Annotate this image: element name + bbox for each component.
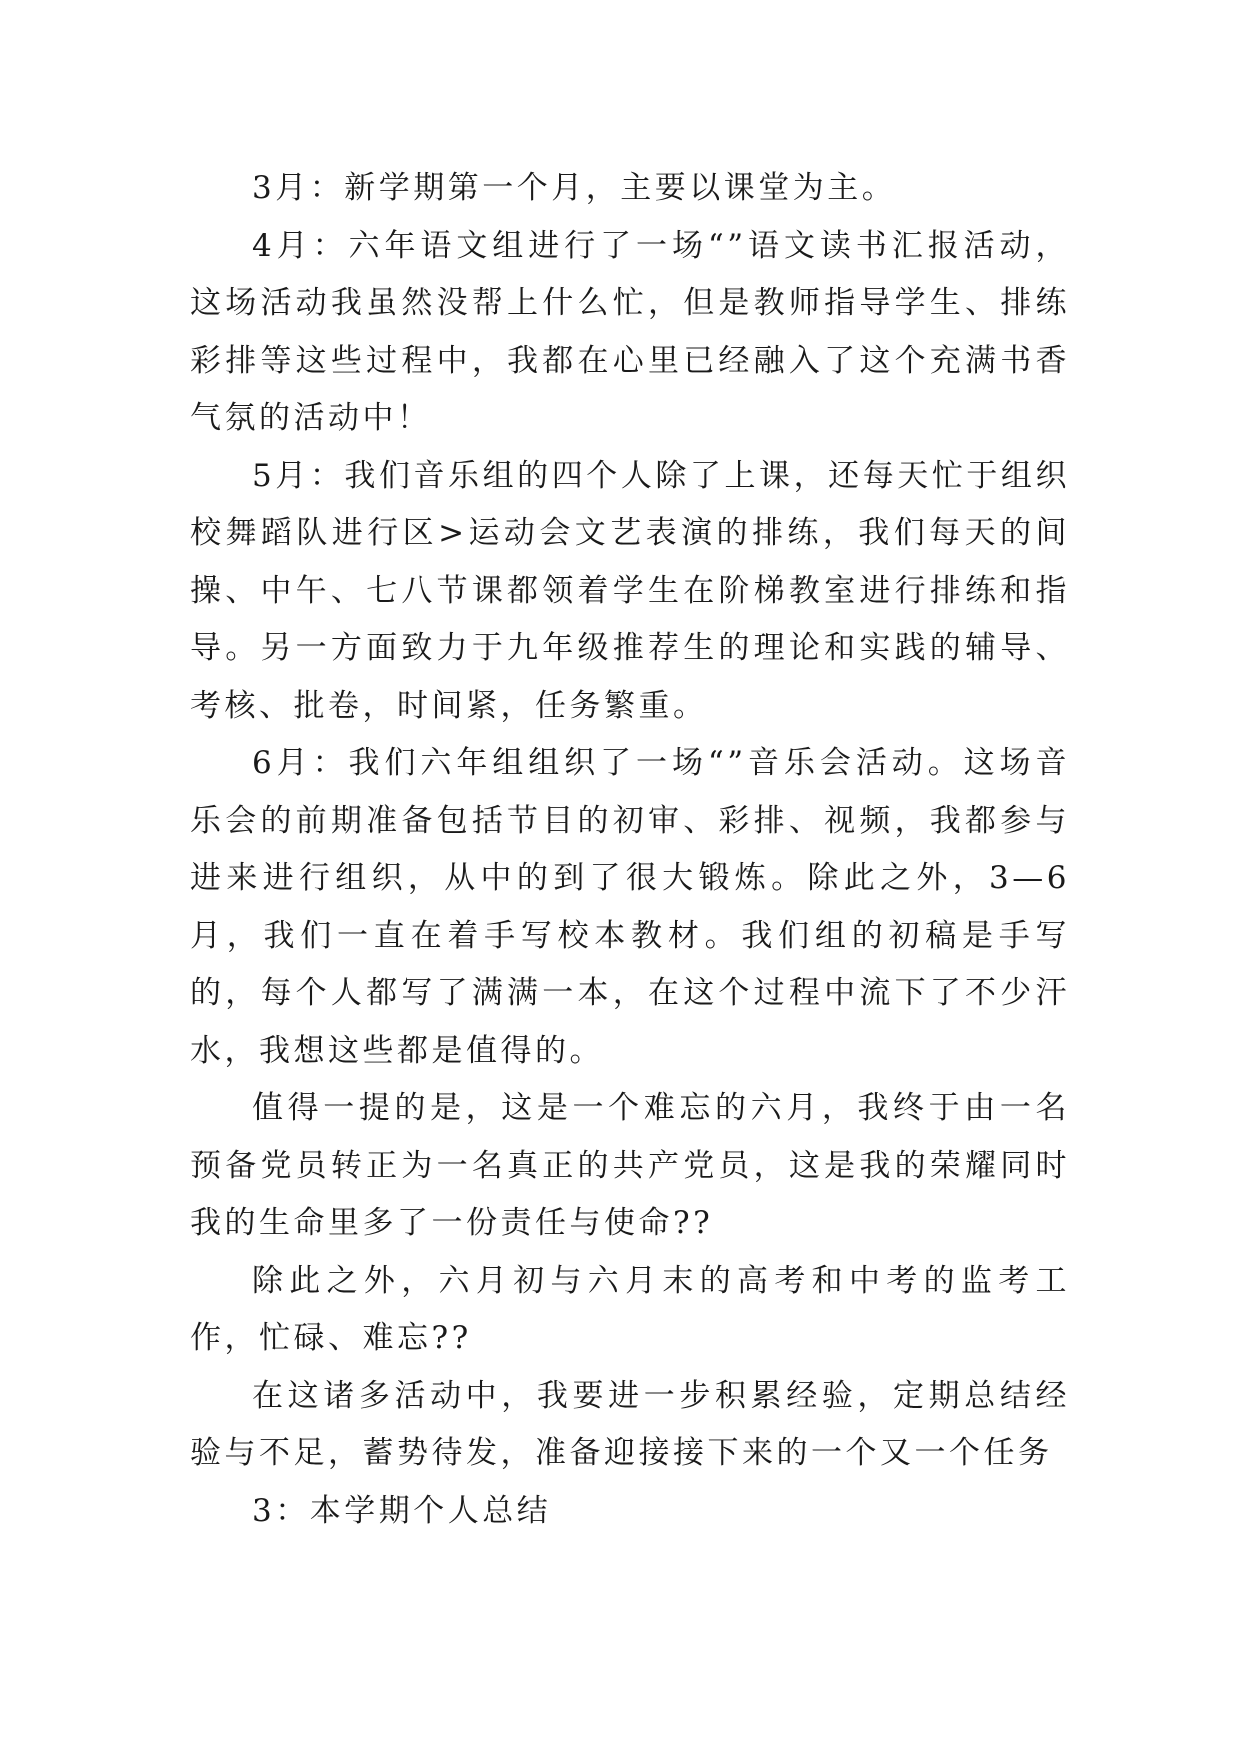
paragraph-reflection: 在这诸多活动中，我要进一步积累经验，定期总结经验与不足，蓄势待发，准备迎接接下来的一个又一个任务 [190, 1377, 1070, 1471]
paragraph-may: 5月：我们音乐组的四个人除了上课，还每天忙于组织校舞蹈队进行区>运动会文艺表演的排练，我们每天的间操、中午、七八节课都领着学生在阶梯教室进行排练和指导。另一方面致力于九年级推荐生的理论和实践的辅导、考核、批卷，时间紧，任务繁重。 [190, 457, 1070, 724]
paragraph-april: 4月：六年语文组进行了一场“”语文读书汇报活动，这场活动我虽然没帮上什么忙，但是教师指导学生、排练彩排等这些过程中，我都在心里已经融入了这个充满书香气氛的活动中！ [190, 227, 1070, 436]
section-heading-semester-summary: 3：本学期个人总结 [252, 1492, 552, 1529]
paragraph-exam-proctoring: 除此之外，六月初与六月末的高考和中考的监考工作，忙碌、难忘?? [190, 1262, 1070, 1356]
paragraph-june: 6月：我们六年组组织了一场“”音乐会活动。这场音乐会的前期准备包括节目的初审、彩排、视频，我都参与进来进行组织，从中的到了很大锻炼。除此之外，3—6月，我们一直在着手写校本教材。我们组的初稿是手写的，每个人都写了满满一本，在这个过程中流下了不少汗水，我想这些都是值得的。 [190, 745, 1070, 1069]
paragraph-march: 3月：新学期第一个月，主要以课堂为主。 [252, 170, 897, 206]
paragraph-party-membership: 值得一提的是，这是一个难忘的六月，我终于由一名预备党员转正为一名真正的共产党员，这是我的荣耀同时我的生命里多了一份责任与使命?? [190, 1090, 1070, 1241]
document-body [190, 160, 1070, 1540]
